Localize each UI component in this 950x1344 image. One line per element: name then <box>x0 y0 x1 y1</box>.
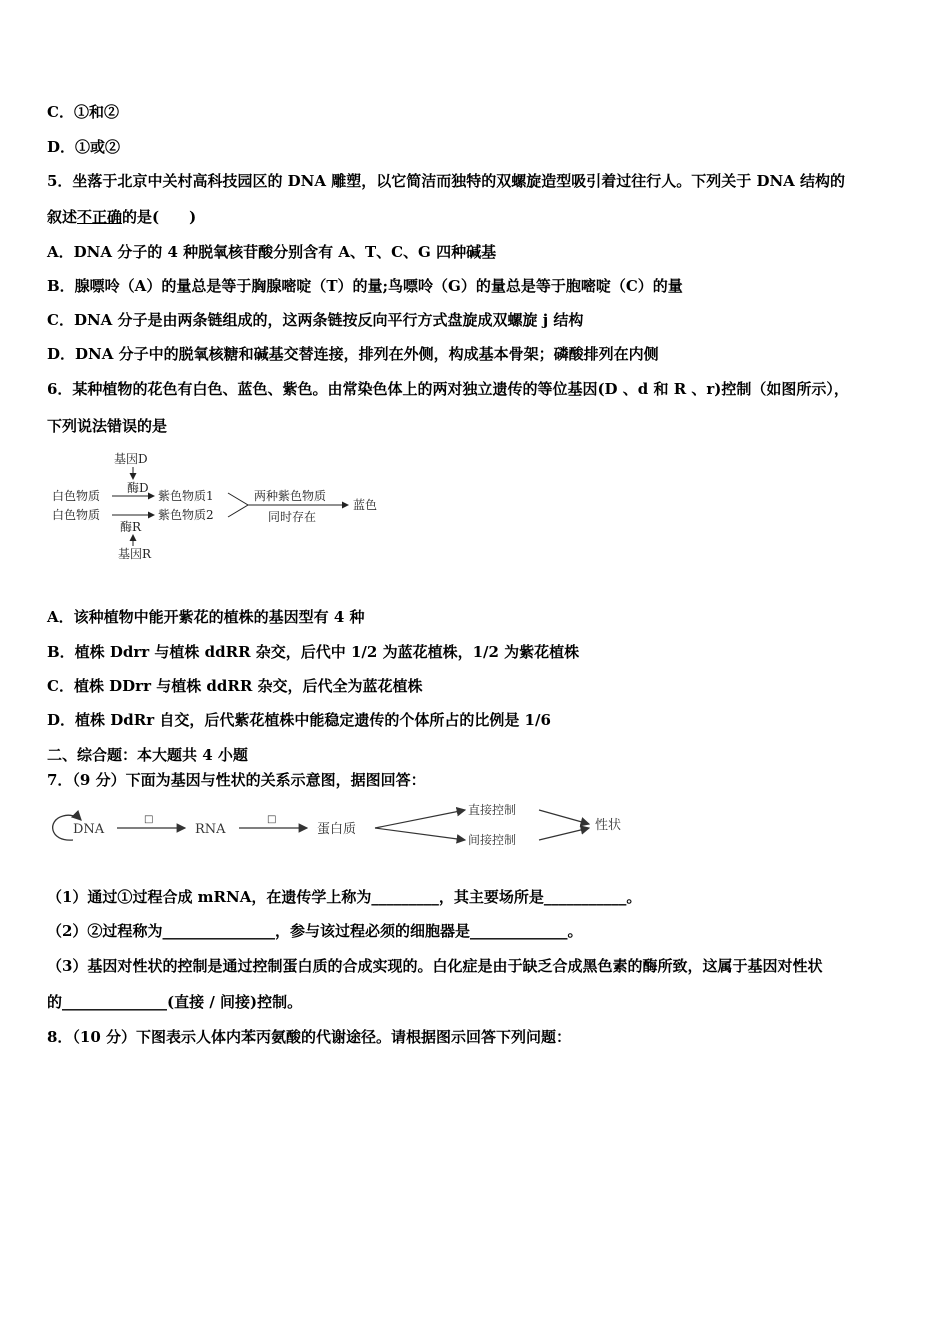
q8-stem: 8．（10 分）下图表示人体内苯丙氨酸的代谢途径。请根据图示回答下列问题： <box>47 1028 572 1046</box>
trait-label: 性状 <box>595 818 622 833</box>
dna-label: DNA <box>73 822 105 837</box>
q7-part3-text-b: (直接 / 间接)控制。 <box>167 993 303 1011</box>
q5-option-d: D．DNA 分子中的脱氧核糖和碱基交替连接，排列在外侧，构成基本骨架；磷酸排列在内侧 <box>47 345 659 363</box>
q5-stem-pre: 叙述 <box>47 208 78 226</box>
gene-d-label: 基因D <box>114 452 148 466</box>
q7-part3-line2 <box>47 992 302 1012</box>
q7-part2-text-c: 。 <box>567 922 583 940</box>
enzyme-d-label: 酶D <box>127 481 149 495</box>
q5-option-b: B．腺嘌呤（A）的量总是等于胸腺嘧啶（T）的量;鸟嘌呤（G）的量总是等于胞嘧啶（C）的量 <box>47 277 683 295</box>
q4-option-c: C．①和② <box>47 103 119 121</box>
q6-pathway-diagram <box>40 446 400 566</box>
q7-part1-text-a: （1）通过①过程合成 mRNA，在遗传学上称为 <box>47 888 372 906</box>
purple-substance-1: 紫色物质1 <box>158 489 214 503</box>
section2-title: 二、综合题：本大题共 4 小题 <box>47 746 248 764</box>
coexist-label: 同时存在 <box>268 510 317 524</box>
q7-part2-text-a: （2）②过程称为 <box>47 922 163 940</box>
indirect-control-label: 间接控制 <box>468 833 517 847</box>
q7-part3-line1: （3）基因对性状的控制是通过控制蛋白质的合成实现的。白化症是由于缺乏合成黑色素的酶所致，这属于基因对性状 <box>47 957 823 975</box>
q6-stem-line2: 下列说法错误的是 <box>47 417 168 435</box>
q7-part1-blank1[interactable]: _________ <box>371 888 439 906</box>
blue-label: 蓝色 <box>353 498 378 512</box>
gene-r-label: 基因R <box>118 547 152 561</box>
q7-gene-trait-diagram <box>45 798 645 854</box>
white-substance-2: 白色物质 <box>52 508 101 522</box>
step1-box: □ <box>144 814 154 825</box>
q6-option-d: D．植株 DdRr 自交，后代紫花植株中能稳定遗传的个体所占的比例是 1/6 <box>47 711 551 729</box>
q7-part1-text-c: 。 <box>626 888 642 906</box>
q7-part1-text-b: ，其主要场所是 <box>438 888 544 906</box>
two-purple-substances: 两种紫色物质 <box>254 489 327 503</box>
enzyme-r-label: 酶R <box>120 520 142 534</box>
protein-label: 蛋白质 <box>317 822 357 837</box>
q6-option-a: A．该种植物中能开紫花的植株的基因型有 4 种 <box>47 608 365 626</box>
q5-stem-line1: 5．坐落于北京中关村高科技园区的 DNA 雕塑，以它简洁而独特的双螺旋造型吸引着过往行人。下列关于 DNA 结构的 <box>47 172 846 190</box>
q6-option-b: B．植株 Ddrr 与植株 ddRR 杂交，后代中 1/2 为蓝花植株，1/2 为紫花植株 <box>47 643 580 661</box>
q7-part3-text-a: 的 <box>47 993 63 1011</box>
q5-option-a: A．DNA 分子的 4 种脱氧核苷酸分别含有 A、T、C、G 四种碱基 <box>47 243 497 261</box>
q7-part2-text-b: ，参与该过程必须的细胞器是 <box>274 922 470 940</box>
q7-stem: 7．（9 分）下面为基因与性状的关系示意图，据图回答： <box>47 771 426 789</box>
q5-stem-post: 的是( ) <box>122 208 197 226</box>
white-substance-1: 白色物质 <box>52 489 101 503</box>
purple-substance-2: 紫色物质2 <box>158 508 214 522</box>
q7-part2-blank2[interactable]: _____________ <box>469 922 568 940</box>
q5-stem-line2 <box>47 207 196 227</box>
q7-part3-blank[interactable]: ______________ <box>62 993 168 1011</box>
q7-part1 <box>47 887 641 907</box>
q6-option-c: C．植株 DDrr 与植株 ddRR 杂交，后代全为蓝花植株 <box>47 677 423 695</box>
step2-box: □ <box>267 814 277 825</box>
q7-part2-blank1[interactable]: _______________ <box>162 922 275 940</box>
q6-stem-line1: 6．某种植物的花色有白色、蓝色、紫色。由常染色体上的两对独立遗传的等位基因(D 、d 和 R 、r)控制（如图所示）， <box>47 380 849 398</box>
rna-label: RNA <box>195 822 226 837</box>
q7-part1-blank2[interactable]: ___________ <box>543 888 627 906</box>
q5-option-c: C．DNA 分子是由两条链组成的，这两条链按反向平行方式盘旋成双螺旋 j 结构 <box>47 311 584 329</box>
q4-option-d: D．①或② <box>47 138 121 156</box>
q5-stem-underlined: 不正确 <box>77 208 123 226</box>
direct-control-label: 直接控制 <box>468 803 517 817</box>
q7-part2 <box>47 921 582 941</box>
